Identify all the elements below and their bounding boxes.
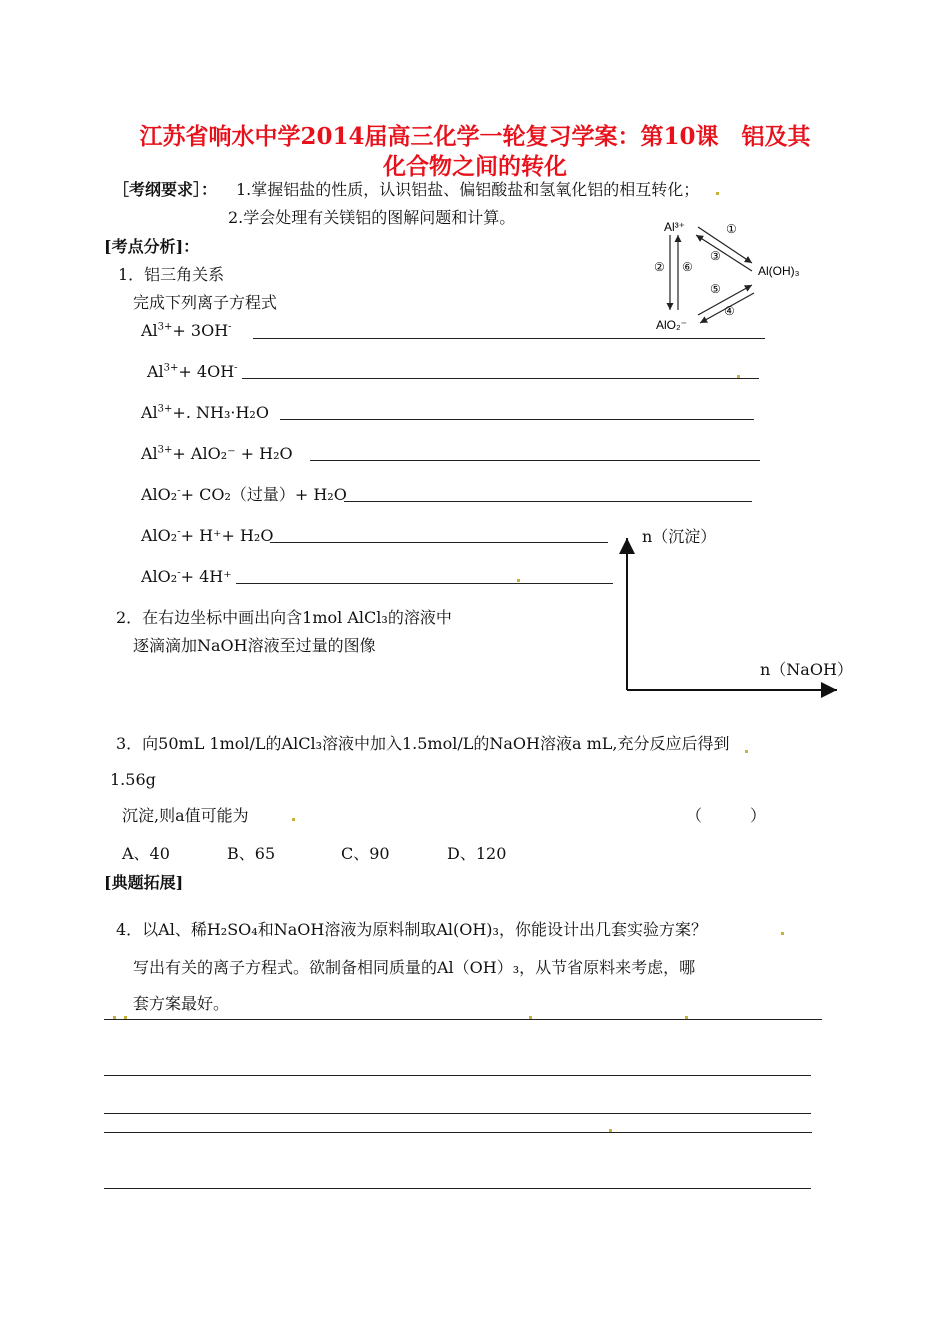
graph-x-label: n（NaOH）	[760, 660, 853, 679]
equation-6: AlO₂-+ H⁺+ H₂O	[141, 526, 274, 545]
syllabus-item-2: 2.学会处理有关镁铝的图解问题和计算。	[228, 208, 516, 227]
answer-line-2[interactable]	[242, 378, 759, 379]
q1-subtitle: 完成下列离子方程式	[133, 293, 278, 312]
answer-line-4[interactable]	[310, 460, 760, 461]
q3-line-3: 沉淀,则a值可能为	[122, 806, 249, 825]
answer-line-5[interactable]	[344, 501, 752, 502]
arrow-1	[698, 227, 752, 263]
label-2: ②	[654, 260, 665, 274]
syllabus-item-1: 1.掌握铝盐的性质，认识铝盐、偏铝酸盐和氢氧化铝的相互转化；	[236, 180, 700, 199]
answer-line-3[interactable]	[280, 419, 754, 420]
diagram-al3: Al³⁺	[664, 220, 685, 234]
equation-7: AlO₂-+ 4H⁺	[141, 567, 232, 586]
q3-option-c[interactable]: C、90	[341, 844, 390, 863]
q4-answer-line-1[interactable]	[104, 1019, 822, 1020]
q3-option-b[interactable]: B、65	[227, 844, 276, 863]
graph-y-label: n（沉淀）	[642, 527, 717, 546]
equation-2: $Al^{3+}+ 4OH^-$	[147, 362, 238, 381]
q4-answer-line-5[interactable]	[104, 1188, 811, 1189]
equation-5: AlO₂-+ CO₂（过量）+ H₂O	[141, 485, 347, 504]
answer-line-1[interactable]	[253, 338, 765, 339]
label-3: ③	[710, 249, 721, 263]
q4-answer-line-4[interactable]	[104, 1132, 812, 1133]
label-6: ⑥	[682, 260, 693, 274]
label-4: ④	[724, 304, 735, 318]
q3-line-1: 3．向50mL 1mol/L的AlCl₃溶液中加入1.5mol/L的NaOH溶液a mL,充分反应后得到	[116, 734, 730, 753]
syllabus-label: ［考纲要求］：	[113, 180, 218, 199]
q4-answer-line-2[interactable]	[104, 1075, 811, 1076]
equation-1: $Al^{3+}+ 3OH^-$	[141, 321, 232, 340]
arrow-3	[696, 235, 752, 271]
equation-4: $Al^{3+}+ AlO_2^- + H_2O$	[141, 444, 293, 463]
q3-line-2: 1.56g	[110, 770, 156, 789]
extension-label: [典题拓展]	[104, 873, 184, 892]
aluminium-triangle-diagram	[640, 205, 820, 340]
q4-answer-line-3[interactable]	[104, 1113, 811, 1114]
answer-line-6[interactable]	[270, 542, 608, 543]
label-5: ⑤	[710, 282, 721, 296]
diagram-aloh3: Al(OH)₃	[758, 264, 800, 278]
q4-line-2: 写出有关的离子方程式。欲制备相同质量的Al（OH）₃，从节省原料来考虑，哪	[133, 958, 696, 977]
q3-answer-paren[interactable]: （ ）	[686, 806, 767, 825]
analysis-label: [考点分析]：	[104, 237, 200, 256]
label-1: ①	[726, 222, 737, 236]
q3-option-a[interactable]: A、40	[122, 844, 170, 863]
equation-3: $Al^{3+}+$. NH₃·H₂O	[141, 403, 269, 422]
page-title: 江苏省响水中学2014届高三化学一轮复习学案：第10课 铝及其	[139, 123, 811, 150]
q2-line-1: 2．在右边坐标中画出向含1mol AlCl₃的溶液中	[116, 608, 452, 627]
q4-line-1: 4．以Al、稀H₂SO₄和NaOH溶液为原料制取Al(OH)₃，你能设计出几套实验方案？	[116, 920, 707, 939]
q4-line-3: 套方案最好。	[133, 994, 230, 1013]
answer-line-7[interactable]	[236, 583, 613, 584]
q1-title: 1．铝三角关系	[118, 265, 225, 284]
q3-option-d[interactable]: D、120	[447, 844, 507, 863]
q2-line-2: 逐滴滴加NaOH溶液至过量的图像	[133, 636, 376, 655]
page-title-line2: 化合物之间的转化	[383, 153, 567, 180]
diagram-alo2: AlO₂⁻	[656, 318, 687, 332]
